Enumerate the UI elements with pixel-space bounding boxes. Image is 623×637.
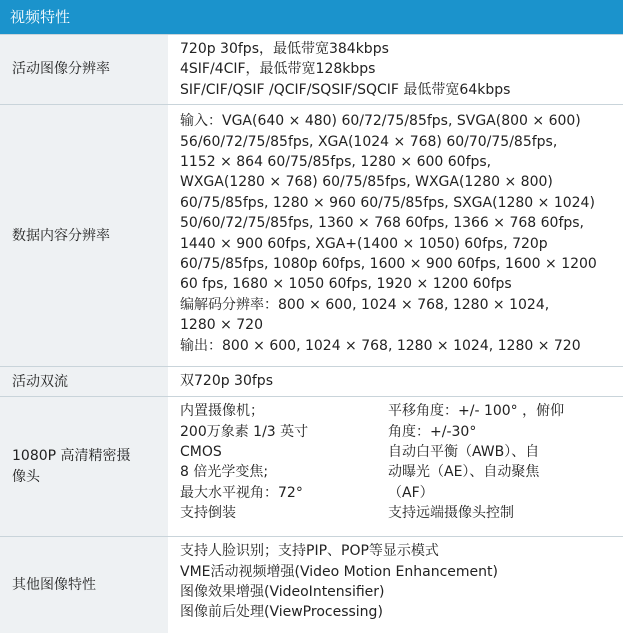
spec-row-content-res bbox=[0, 105, 623, 367]
spec-row-other bbox=[0, 537, 623, 633]
row-value bbox=[168, 105, 623, 367]
camera-left-column bbox=[180, 401, 388, 523]
spec-line: 720p 30fps，最低带宽384kbps bbox=[180, 41, 389, 57]
section-header bbox=[0, 0, 623, 34]
spec-row-dual-stream bbox=[0, 367, 623, 397]
row-label: 其他图像特性 bbox=[0, 537, 168, 633]
spec-line: 内置摄像机； bbox=[180, 403, 264, 420]
spec-line: 50/60/72/75/85fps, 1360 × 768 60fps, 1366 × 768 60fps, bbox=[180, 215, 585, 232]
spec-line: 角度：+/-30° bbox=[388, 423, 477, 440]
label-line: 1080P 高清精密摄 bbox=[12, 448, 131, 465]
spec-line: 支持人脸识别；支持PIP、POP等显示模式 bbox=[180, 543, 439, 560]
spec-table bbox=[0, 34, 623, 633]
spec-line: 4SIF/4CIF，最低带宽128kbps bbox=[180, 61, 376, 78]
spec-line: 编解码分辨率：800 × 600, 1024 × 768, 1280 × 1024, bbox=[180, 296, 550, 313]
row-label: 数据内容分辨率 bbox=[0, 105, 168, 367]
spec-line: 自动白平衡（AWB）、自 bbox=[388, 444, 540, 461]
spec-row-active-res bbox=[0, 35, 623, 105]
spec-line: VME活动视频增强(Video Motion Enhancement) bbox=[180, 563, 498, 580]
row-value: 双720p 30fps bbox=[168, 367, 623, 397]
row-value bbox=[168, 35, 623, 105]
section-title: 视频特性 bbox=[10, 8, 71, 26]
row-value bbox=[168, 397, 623, 537]
spec-line: 输出：800 × 600, 1024 × 768, 1280 × 1024, 1280 × 720 bbox=[180, 337, 581, 354]
spec-line: 平移角度：+/- 100° ，俯仰 bbox=[388, 403, 565, 420]
spec-line: CMOS bbox=[180, 444, 222, 461]
spec-line: 1440 × 900 60fps, XGA+(1400 × 1050) 60fps, 720p bbox=[180, 235, 548, 252]
spec-line: 支持远端摄像头控制 bbox=[388, 505, 514, 522]
camera-columns bbox=[180, 401, 623, 523]
spec-line: 200万象素 1/3 英寸 bbox=[180, 423, 309, 440]
spec-line: 1280 × 720 bbox=[180, 317, 263, 334]
spec-line: 56/60/72/75/85fps, XGA(1024 × 768) 60/70/75/85fps, bbox=[180, 133, 558, 150]
row-label: 活动图像分辨率 bbox=[0, 35, 168, 105]
spec-line: 图像前后处理(ViewProcessing) bbox=[180, 604, 383, 621]
row-label bbox=[0, 397, 168, 537]
spec-line: 60 fps, 1680 × 1050 60fps, 1920 × 1200 60fps bbox=[180, 276, 512, 293]
spec-line: 图像效果增强(VideoIntensifier) bbox=[180, 584, 385, 601]
spec-line: （AF） bbox=[388, 484, 434, 501]
spec-line: 输入：VGA(640 × 480) 60/72/75/85fps, SVGA(800 × 600) bbox=[180, 113, 581, 130]
camera-right-column bbox=[388, 401, 613, 523]
label-line: 像头 bbox=[12, 468, 40, 485]
spec-line: 最大水平视角：72° bbox=[180, 484, 303, 501]
spec-line: 1152 × 864 60/75/85fps, 1280 × 600 60fps, bbox=[180, 154, 492, 171]
spec-line: WXGA(1280 × 768) 60/75/85fps, WXGA(1280 × 800) bbox=[180, 174, 553, 191]
row-value bbox=[168, 537, 623, 633]
spec-line: 60/75/85fps, 1080p 60fps, 1600 × 900 60fps, 1600 × 1200 bbox=[180, 256, 597, 273]
spec-line: SIF/CIF/QSIF /QCIF/SQSIF/SQCIF 最低带宽64kbps bbox=[180, 81, 511, 98]
row-label: 活动双流 bbox=[0, 367, 168, 397]
spec-line: 支持倒装 bbox=[180, 505, 236, 522]
spec-row-camera bbox=[0, 397, 623, 537]
spec-line: 60/75/85fps, 1280 × 960 60/75/85fps, SXGA(1280 × 1024) bbox=[180, 194, 595, 211]
spec-line: 动曝光（AE）、自动聚焦 bbox=[388, 464, 540, 481]
spec-line: 8 倍光学变焦; bbox=[180, 464, 269, 481]
